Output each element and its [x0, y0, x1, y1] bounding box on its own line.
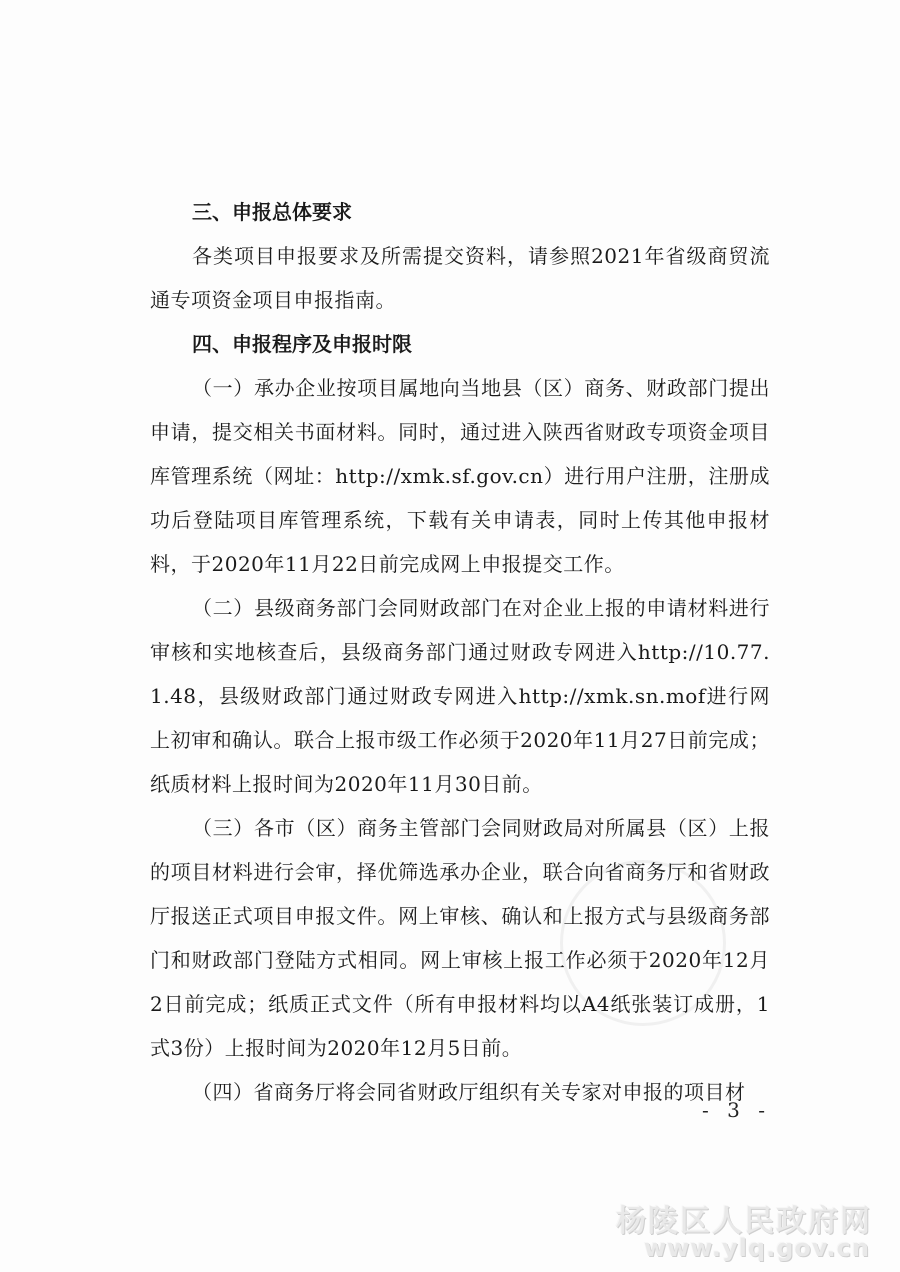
paragraph-step-4: （四）省商务厅将会同省财政厅组织有关专家对申报的项目材: [192, 1080, 746, 1104]
paragraph-step-1: （一）承办企业按项目属地向当地县（区）商务、财政部门提出申请，提交相关书面材料。同时，通过进入陕西省财政专项资金项目库管理系统（网址：http://xmk.sf.gov.cn）进行用户注册，注册成功后登陆项目库管理系统，下载有关申请表，同时上传其他申报材料，于2020年11月22日前完成网上申报提交工作。: [150, 376, 770, 576]
section-heading-3: 三、申报总体要求: [192, 200, 352, 224]
section-heading-4: 四、申报程序及申报时限: [192, 332, 412, 356]
paragraph-requirements: 各类项目申报要求及所需提交资料，请参照2021年省级商贸流通专项资金项目申报指南。: [150, 244, 770, 312]
document-body: [150, 190, 770, 1114]
watermark-site-name: 杨陵区人民政府网: [616, 1204, 872, 1239]
paragraph-step-3: （三）各市（区）商务主管部门会同财政局对所属县（区）上报的项目材料进行会审，择优筛选承办企业，联合向省商务厅和省财政厅报送正式项目申报文件。网上审核、确认和上报方式与县级商务部门和财政部门登陆方式相同。网上审核上报工作必须于2020年12月2日前完成；纸质正式文件（所有申报材料均以A4纸张装订成册，1式3份）上报时间为2020年12月5日前。: [150, 816, 770, 1060]
watermark-site-url: www.ylq.gov.cn: [643, 1234, 870, 1262]
page-number: - 3 -: [702, 1098, 771, 1122]
paragraph-step-2: （二）县级商务部门会同财政部门在对企业上报的申请材料进行审核和实地核查后，县级商务部门通过财政专网进入http://10.77.1.48，县级财政部门通过财政专网进入http://xmk.sn.mof进行网上初审和确认。联合上报市级工作必须于2020年11月27日前完成；纸质材料上报时间为2020年11月30日前。: [150, 596, 770, 796]
